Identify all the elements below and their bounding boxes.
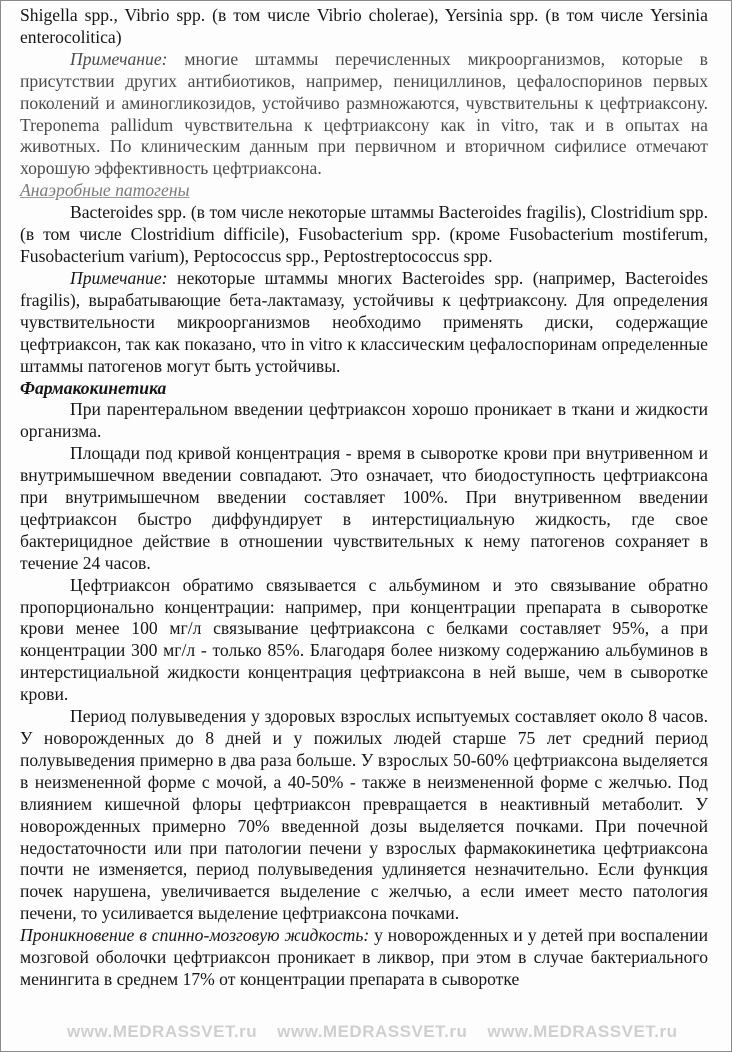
pharmacokinetics-heading: Фармакокинетика (20, 377, 167, 398)
paragraph-penetration: При парентеральном введении цефтриаксон хорошо проникает в ткани и жидкости организма. (20, 399, 708, 442)
note-label: Примечание: (70, 48, 168, 69)
note-text: некоторые штаммы многих Bacteroides spp. (например, Bacteroides fragilis), вырабатывающие бета-лактамазу, устойчивы к цефтриаксону. Для определения чувствительности микроорганизмов необходимо применять диски, содержащие цефтриаксон, так как показано, что in vitro к классическим цефалоспоринам определенные штаммы патогенов могут быть устойчивы. (20, 267, 708, 376)
paragraph-csf-penetration (20, 925, 708, 991)
paragraph-bioavailability: Площади под кривой концентрация - время в сыворотке крови при внутривенном и внутримышечном введении совпадают. Это означает, что биодоступность цефтриаксона при внутримышечном введении составляет 100%. При внутривенном введении цефтриаксон быстро диффундирует в интерстициальную жидкость, где свое бактерицидное действие в отношении чувствительных к нему патогенов сохраняет в течение 24 часов. (20, 443, 708, 573)
paragraph-note-2 (20, 268, 708, 378)
note-text: многие штаммы перечисленных микроорганизмов, которые в присутствии других антибиотиков, например, пенициллинов, цефалоспоринов первых поколений и аминогликозидов, устойчиво размножаются, чувствительны к цефтриаксону. Treponema pallidum чувствительна к цефтриаксону как in vitro, так и в опытах на животных. По клиническим данным при первичном и вторичном сифилисе отмечают хорошую эффективность цефтриаксона. (20, 48, 708, 179)
paragraph-bacteria-list: Shigella spp., Vibrio spp. (в том числе Vibrio cholerae), Yersinia spp. (в том числе Yersinia enterocolitica) (20, 5, 708, 47)
watermark (67, 1022, 698, 1042)
paragraph-note-1 (20, 49, 708, 180)
csf-text: у новорожденных и у детей при воспалении мозговой оболочки цефтриаксон проникает в ликвор, при этом в случае бактериального менингита в среднем 17% от концентрации препарата в сыворотке (20, 925, 708, 989)
watermark-text: www.MEDRASSVET.ru (277, 1022, 468, 1041)
paragraph-anaerobes-list: Bacteroides spp. (в том числе некоторые штаммы Bacteroides fragilis), Clostridium spp. (в том числе Clostridium difficile), Fusobacterium spp. (кроме Fusobacterium mostiferum, Fusobacterium varium), Peptococcus spp., Peptostreptococcus spp. (20, 202, 708, 267)
csf-label: Проникновение в спинно-мозговую жидкость: (20, 925, 370, 946)
watermark-text: www.MEDRASSVET.ru (67, 1022, 258, 1041)
watermark-text: www.MEDRASSVET.ru (487, 1022, 678, 1041)
paragraph-albumin-binding: Цефтриаксон обратимо связывается с альбумином и это связывание обратно пропорционально концентрации: например, при концентрации препарата в сыворотке крови менее 100 мг/л связывание цефтриаксона с белками составляет 95%, а при концентрации 300 мг/л - только 85%. Благодаря более низкому содержанию альбуминов в интерстициальной жидкости концентрация цефтриаксона в ней выше, чем в сыворотке крови. (20, 574, 708, 705)
anaerobes-heading: Анаэробные патогены (20, 180, 190, 201)
note-label: Примечание: (70, 267, 168, 288)
document-body (20, 5, 708, 991)
paragraph-half-life: Период полувыведения у здоровых взрослых испытуемых составляет около 8 часов. У новорожденных до 8 дней и у пожилых людей старше 75 лет средний период полувыведения примерно в два раза больше. У взрослых 50-60% цефтриаксона выделяется в неизмененной форме с мочой, а 40-50% - также в неизмененной форме с желчью. Под влиянием кишечной флоры цефтриаксон превращается в неактивный метаболит. У новорожденных примерно 70% введенной дозы выделяется почками. При почечной недостаточности или при патологии печени у взрослых фармакокинетика цефтриаксона почти не изменяется, период полувыведения удлиняется незначительно. Если функция почек нарушена, увеличивается выделение с желчью, а если имеет место патология печени, то усиливается выделение цефтриаксона почками. (20, 706, 708, 924)
